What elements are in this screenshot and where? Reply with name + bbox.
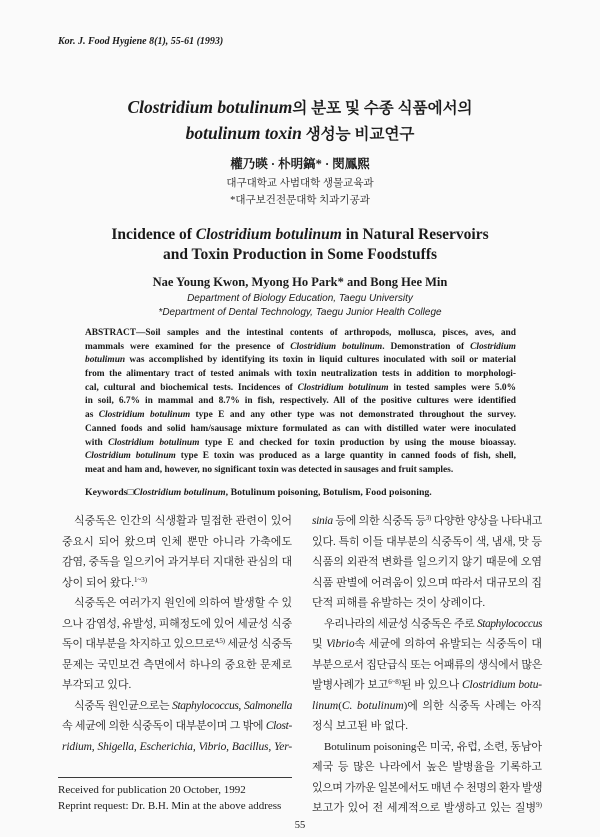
italic-text: Clostridium botu- [462, 679, 542, 691]
body-line [62, 675, 292, 696]
text-run: 부분으로서 집단급식 또는 어패류의 생식에서 많은 [312, 658, 542, 671]
text-run: ( [338, 699, 342, 712]
superscript-reference: 6~8) [388, 678, 401, 686]
received-date-note: Received for publication 20 October, 1992 [58, 784, 246, 796]
footnote-divider [58, 777, 292, 778]
italic-text: Staphylococcus [476, 617, 542, 630]
body-line [312, 757, 542, 778]
text-run: 식중독은 인간의 식생활과 밀접한 관련이 있어 [74, 515, 292, 527]
english-authors: Nae Young Kwon, Myong Ho Park* and Bong Hee Min [152, 275, 448, 289]
journal-citation: Kor. J. Food Hygiene 8(1), 55-61 (1993) [58, 36, 224, 47]
page-number: 55 [294, 820, 306, 831]
text-run: 등에 의한 식중독 등 [332, 515, 426, 527]
italic-text: Clostridium botulinum [108, 437, 200, 448]
text-run: mammals were examined for the presence of [85, 341, 291, 352]
body-line [312, 552, 542, 573]
english-affiliations [0, 292, 600, 320]
text-run: , Botulinum poisoning, Botulism, Food poisoning. [225, 487, 432, 498]
body-line [312, 593, 542, 614]
text-run: 의 분포 및 수종 식품에서의 [292, 100, 473, 117]
body-line [312, 655, 542, 676]
superscript-reference: 1~3) [134, 575, 148, 584]
text-run: 식중독은 여러가지 원인에 의하여 발생할 수 있 [74, 597, 292, 609]
text-run: 다양한 양상을 나타내고 [431, 515, 542, 527]
body-line [312, 778, 542, 799]
text-run: Botulinum poisoning은 미국, 유럽, 소련, 동남아 [324, 740, 542, 753]
body-line [312, 798, 542, 819]
superscript-reference: 4,5) [214, 637, 225, 645]
text-run: 상이 되어 왔다. [62, 576, 135, 589]
korean-authors: 權乃暎 · 朴明鎬* · 閔鳳熙 [230, 157, 370, 171]
text-run: 식품 판별에 어려움이 있으며 따라서 대규모의 집 [312, 576, 542, 589]
abstract-line [85, 423, 516, 437]
body-line [62, 634, 292, 655]
text-run: in Natural Reservoirs [341, 226, 489, 243]
italic-text: Clostridium botulinum [133, 487, 226, 498]
italic-text: ridium, Shigella, Escherichia, Vibrio, Bacillus, Yer- [62, 740, 292, 753]
text-run: in soil, 6.7% in mammal and 8.7% in fish, respectively. All of the positive cultures were identified [85, 396, 516, 407]
text-run: type E and checked for toxin production by using the mouse bioassay. [199, 437, 516, 448]
italic-text: Clostridium botulinum [195, 226, 342, 243]
korean-title [0, 95, 600, 147]
body-line [62, 696, 292, 717]
italic-text: Clostridium botulinum [127, 97, 293, 117]
text-run: type E and any other type was not demonstrated throughout the survey. [190, 410, 516, 421]
english-title [0, 225, 600, 264]
abstract-line [85, 409, 516, 423]
text-run: 중요시 되어 왔으며 인체 뿐만 아니라 가축에도 [62, 535, 292, 548]
text-run: 있으며 가까운 일본에서도 매년 수 천명의 환자 발생 [312, 781, 542, 794]
text-run: Keywords [85, 487, 128, 498]
abstract [85, 327, 516, 478]
text-run: 식품의 외관적 변화를 일으키지 않기 때문에 오염 [312, 556, 542, 568]
text-run: 된 바 있으나 [400, 679, 462, 691]
body-line [312, 573, 542, 594]
text-run: 발병사례가 보고 [312, 679, 389, 691]
body-line [62, 511, 292, 532]
korean-affiliations [0, 175, 600, 209]
reprint-request-note: Reprint request: Dr. B.H. Min at the above address [58, 800, 282, 812]
text-run: 부각되고 있다. [62, 679, 132, 691]
text-run: with [85, 437, 109, 448]
body-line [62, 552, 292, 573]
text-run: 식중독 원인균으로는 [74, 699, 173, 712]
text-run: 세균성 식중독 [224, 638, 293, 650]
text-run: 생성능 비교연구 [301, 126, 415, 143]
text-run: 제국 등 많은 나라에서 높은 발병율을 기록하고 [312, 761, 542, 773]
abstract-line [85, 382, 516, 396]
text-run: )에 의한 식중독 사례는 아직 [403, 699, 542, 712]
text-run: from the alimentary tract of tested animals with toxin neutralization tests in addition to morphologi- [85, 369, 516, 380]
text-run: 정식 보고된 바 없다. [312, 720, 409, 732]
italic-text: Clostridium botulinum [297, 382, 389, 393]
abstract-line [85, 437, 516, 451]
italic-text: Vibrio [326, 638, 355, 650]
text-run: . Demonstration of [382, 341, 471, 352]
superscript-reference: 9) [536, 801, 542, 809]
body-line [312, 614, 542, 635]
text-run: cal, cultural and biochemical tests. Incidences of [85, 382, 298, 393]
text-run: 독이 대부분을 차지하고 있으므로 [62, 638, 215, 650]
italic-text: linum [312, 699, 339, 712]
text-run: 보고가 있어 전 세계적으로 발생하고 있는 질병 [312, 802, 537, 814]
italic-text: sinia [312, 515, 333, 527]
body-line [312, 737, 542, 758]
body-line [312, 532, 542, 553]
body-line [62, 532, 292, 553]
body-line [312, 634, 542, 655]
text-run: in tested samples were 5.0% [388, 382, 516, 393]
italic-text: Clostridium botulinum [98, 410, 191, 421]
body-line [62, 614, 292, 635]
text-run: □ [127, 487, 134, 498]
korean-affiliation: 대구대학교 사범대학 생물교육과 [226, 178, 374, 189]
text-run: 감염, 중독을 일으키어 과거부터 지대한 관심의 대 [62, 556, 292, 568]
english-title-line [0, 245, 600, 265]
abstract-line [85, 341, 516, 355]
italic-text: C. botulinum [341, 699, 404, 712]
body-line [62, 716, 292, 737]
abstract-line [85, 368, 516, 382]
body-line [312, 696, 542, 717]
abstract-line [85, 450, 516, 464]
text-run: 으나 감염성, 유발성, 피해정도에 있어 세균성 식중 [62, 617, 292, 630]
abstract-line [85, 327, 516, 341]
korean-title-line [0, 95, 600, 121]
text-run: 속 세균에 의하여 유발되는 식중독이 대 [354, 638, 542, 650]
text-run: 속 세균에 의한 식중독이 대부분이며 그 밖에 [62, 720, 266, 732]
text-run: 단적 피해를 유발하는 것이 상례이다. [312, 597, 486, 609]
italic-text: Clost- [265, 720, 292, 732]
abstract-line [85, 354, 516, 368]
italic-text: Clostridium botulinum [290, 341, 383, 352]
korean-title-line [0, 121, 600, 147]
italic-text: botulimun [85, 355, 126, 366]
english-affiliation: Department of Biology Education, Taegu University [187, 293, 413, 304]
text-run: was accomplished by identifying its toxin in liquid cultures inoculated with soil or material [125, 355, 516, 366]
text-run: and Toxin Production in Some Foodstuffs [162, 245, 438, 263]
english-affiliation: *Department of Dental Technology, Taegu Junior Health College [158, 307, 442, 318]
english-title-line [0, 225, 600, 245]
footnotes [58, 782, 281, 814]
text-run: 및 [312, 638, 327, 650]
text-run: 우리나라의 세균성 식중독은 주로 [324, 617, 477, 630]
body-column-right [312, 511, 542, 819]
text-run: 있다. 특히 이들 대부분의 식중독이 색, 냄새, 맛 등 [312, 535, 542, 548]
body-line [62, 655, 292, 676]
italic-text: Clostridium botulinum [85, 451, 176, 462]
keywords [85, 486, 432, 500]
text-run: Canned foods and solid ham/sausage mixture formulated as can with distilled water were inoculated [85, 423, 516, 434]
abstract-line [85, 395, 516, 409]
text-run: as [85, 410, 99, 421]
body-line [312, 511, 542, 532]
superscript-reference: 3) [425, 514, 431, 522]
text-run: Incidence of [111, 226, 196, 243]
body-line [62, 593, 292, 614]
abstract-line [85, 464, 516, 478]
body-line [62, 573, 292, 594]
korean-affiliation: *대구보건전문대학 치과기공과 [230, 195, 370, 206]
text-run: ABSTRACT—Soil samples and the intestinal contents of arthropods, mollusca, pisces, aves, and [85, 328, 516, 338]
body-line [312, 716, 542, 737]
text-run: meat and ham and, however, no significant toxin was detected in sausages and fruit samples. [85, 464, 454, 475]
body-column-left [62, 511, 292, 757]
italic-text: Staphylococcus, Salmonella [172, 699, 292, 712]
body-line [62, 737, 292, 758]
text-run: 문제는 국민보건 측면에서 하나의 중요한 문제로 [62, 658, 292, 671]
italic-text: botulinum toxin [185, 123, 302, 143]
text-run: type E toxin was produced as a large quantity in canned foods of fish, shell, [175, 451, 516, 462]
body-line [312, 675, 542, 696]
italic-text: Clostridium [470, 341, 516, 352]
